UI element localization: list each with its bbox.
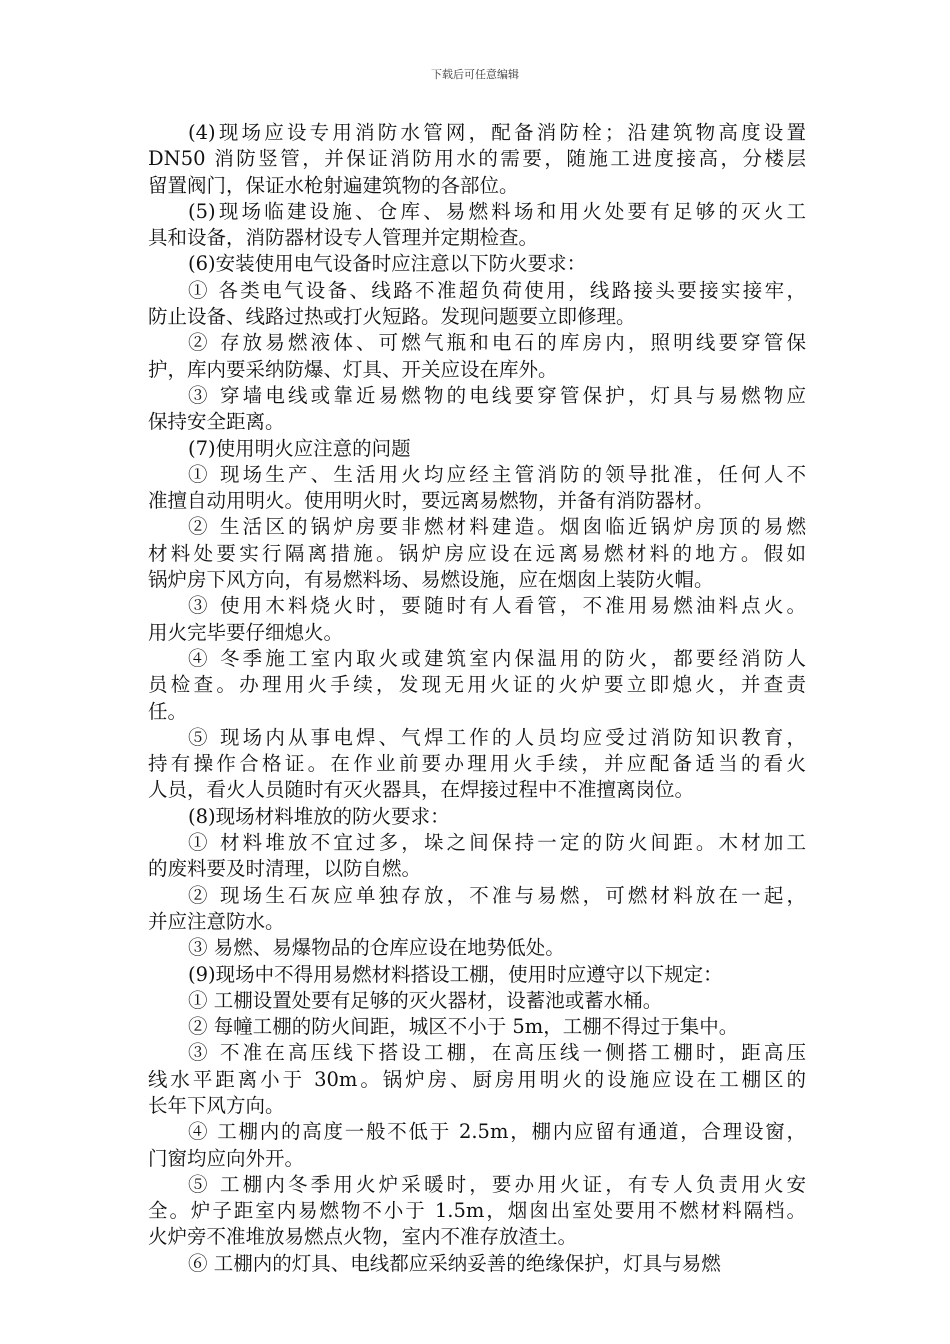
paragraph [148,120,806,199]
text-line: (4)现场应设专用消防水管网，配备消防栓；沿建筑物高度设置 [188,121,806,144]
text-line: 具和设备，消防器材设专人管理并定期检查。 [148,226,539,250]
paragraph [148,199,806,252]
paragraph [148,436,806,462]
text-line: (5)现场临建设施、仓库、易燃料场和用火处要有足够的灭火工 [188,199,806,223]
text-line: ③ 使用木料烧火时，要随时有人看管，不准用易燃油料点火。 [188,594,806,618]
paragraph [148,1172,806,1251]
text-line: (9)现场中不得用易燃材料搭设工棚，使用时应遵守以下规定： [188,962,723,986]
paragraph [148,278,806,331]
paragraph [148,1251,806,1277]
paragraph [148,330,806,383]
text-line: ① 材料堆放不宜过多，垛之间保持一定的防火间距。木材加工 [188,831,806,855]
paragraph [148,593,806,646]
paragraph [148,462,806,515]
text-line: 锅炉房下风方向，有易燃料场、易燃设施，应在烟囱上装防火帽。 [148,568,714,592]
text-line: (8)现场材料堆放的防火要求： [188,804,450,828]
text-line: ① 工棚设置处要有足够的灭火器材，设蓄池或蓄水桶。 [188,988,663,1012]
paragraph [148,514,806,593]
paragraph [148,1040,806,1119]
text-line: ⑤ 现场内从事电焊、气焊工作的人员均应受过消防知识教育， [188,725,806,749]
paragraph [148,383,806,436]
text-line: ④ 工棚内的高度一般不低于 2.5m，棚内应留有通道，合理设窗， [188,1120,806,1144]
text-line: 防止设备、线路过热或打火短路。发现问题要立即修理。 [148,305,636,329]
text-line: 并应注意防水。 [148,909,285,933]
text-line: ③ 不准在高压线下搭设工棚，在高压线一侧搭工棚时，距高压 [188,1041,806,1065]
text-line: 线水平距离小于 30m。锅炉房、厨房用明火的设施应设在工棚区的 [148,1067,806,1091]
text-line: ③ 穿墙电线或靠近易燃物的电线要穿管保护，灯具与易燃物应 [188,383,806,407]
text-line: ② 每幢工棚的防火间距，城区不小于 5m，工棚不得过于集中。 [188,1015,739,1039]
paragraph [148,883,806,936]
text-line: ① 现场生产、生活用火均应经主管消防的领导批准，任何人不 [188,462,806,486]
text-line: ② 生活区的锅炉房要非燃材料建造。烟囱临近锅炉房顶的易燃 [188,515,806,539]
text-line: 材料处要实行隔离措施。锅炉房应设在远离易燃材料的地方。假如 [148,541,806,565]
paragraph [148,935,806,961]
text-line: 留置阀门，保证水枪射遍建筑物的各部位。 [148,173,519,197]
text-line: (7)使用明火应注意的问题 [188,436,411,460]
paragraph [148,251,806,277]
paragraph [148,1014,806,1040]
paragraph [148,962,806,988]
text-line: ② 现场生石灰应单独存放，不准与易燃，可燃材料放在一起， [188,883,806,907]
text-line: 长年下风方向。 [148,1093,285,1117]
text-line: 人员，看火人员随时有灭火器具，在焊接过程中不准擅离岗位。 [148,778,695,802]
text-line: 全。炉子距室内易燃物不小于 1.5m，烟囱出室处要用不燃材料隔档。 [148,1199,806,1223]
text-line: ③ 易燃、易爆物品的仓库应设在地势低处。 [188,936,565,960]
paragraph [148,646,806,725]
text-line: ① 各类电气设备、线路不准超负荷使用，线路接头要接实接牢， [188,278,806,302]
text-line: 准擅自动用明火。使用明火时，要远离易燃物，并备有消防器材。 [148,489,714,513]
paragraph [148,1119,806,1172]
text-line: 持有操作合格证。在作业前要办理用火手续，并应配备适当的看火 [148,752,806,776]
text-line: 保持安全距离。 [148,410,285,434]
paragraph [148,830,806,883]
text-line: (6)安装使用电气设备时应注意以下防火要求： [188,252,587,276]
text-line: ② 存放易燃液体、可燃气瓶和电石的库房内，照明线要穿管保 [188,331,806,355]
text-line: ⑥ 工棚内的灯具、电线都应采纳妥善的绝缘保护，灯具与易燃 [188,1251,721,1275]
text-line: DN50 消防竖管，并保证消防用水的需要，随施工进度接高，分楼层 [148,147,806,171]
paragraph [148,725,806,804]
text-line: 的废料要及时清理，以防自燃。 [148,857,422,881]
text-line: 护，库内要采纳防爆、灯具、开关应设在库外。 [148,357,558,381]
paragraph [148,988,806,1014]
document-body [148,120,806,1277]
page-header: 下载后可任意编辑 [431,68,519,81]
text-line: 用火完毕要仔细熄火。 [148,620,344,644]
text-line: 火炉旁不准堆放易燃点火物，室内不准存放渣土。 [148,1225,578,1249]
text-line: 任。 [148,699,188,723]
text-line: ④ 冬季施工室内取火或建筑室内保温用的防火，都要经消防人 [188,646,806,670]
text-line: ⑤ 工棚内冬季用火炉采暖时，要办用火证，有专人负责用火安 [188,1172,806,1196]
text-line: 员检查。办理用火手续，发现无用火证的火炉要立即熄火，并查责 [148,673,806,697]
paragraph [148,804,806,830]
text-line: 门窗均应向外开。 [148,1146,305,1170]
